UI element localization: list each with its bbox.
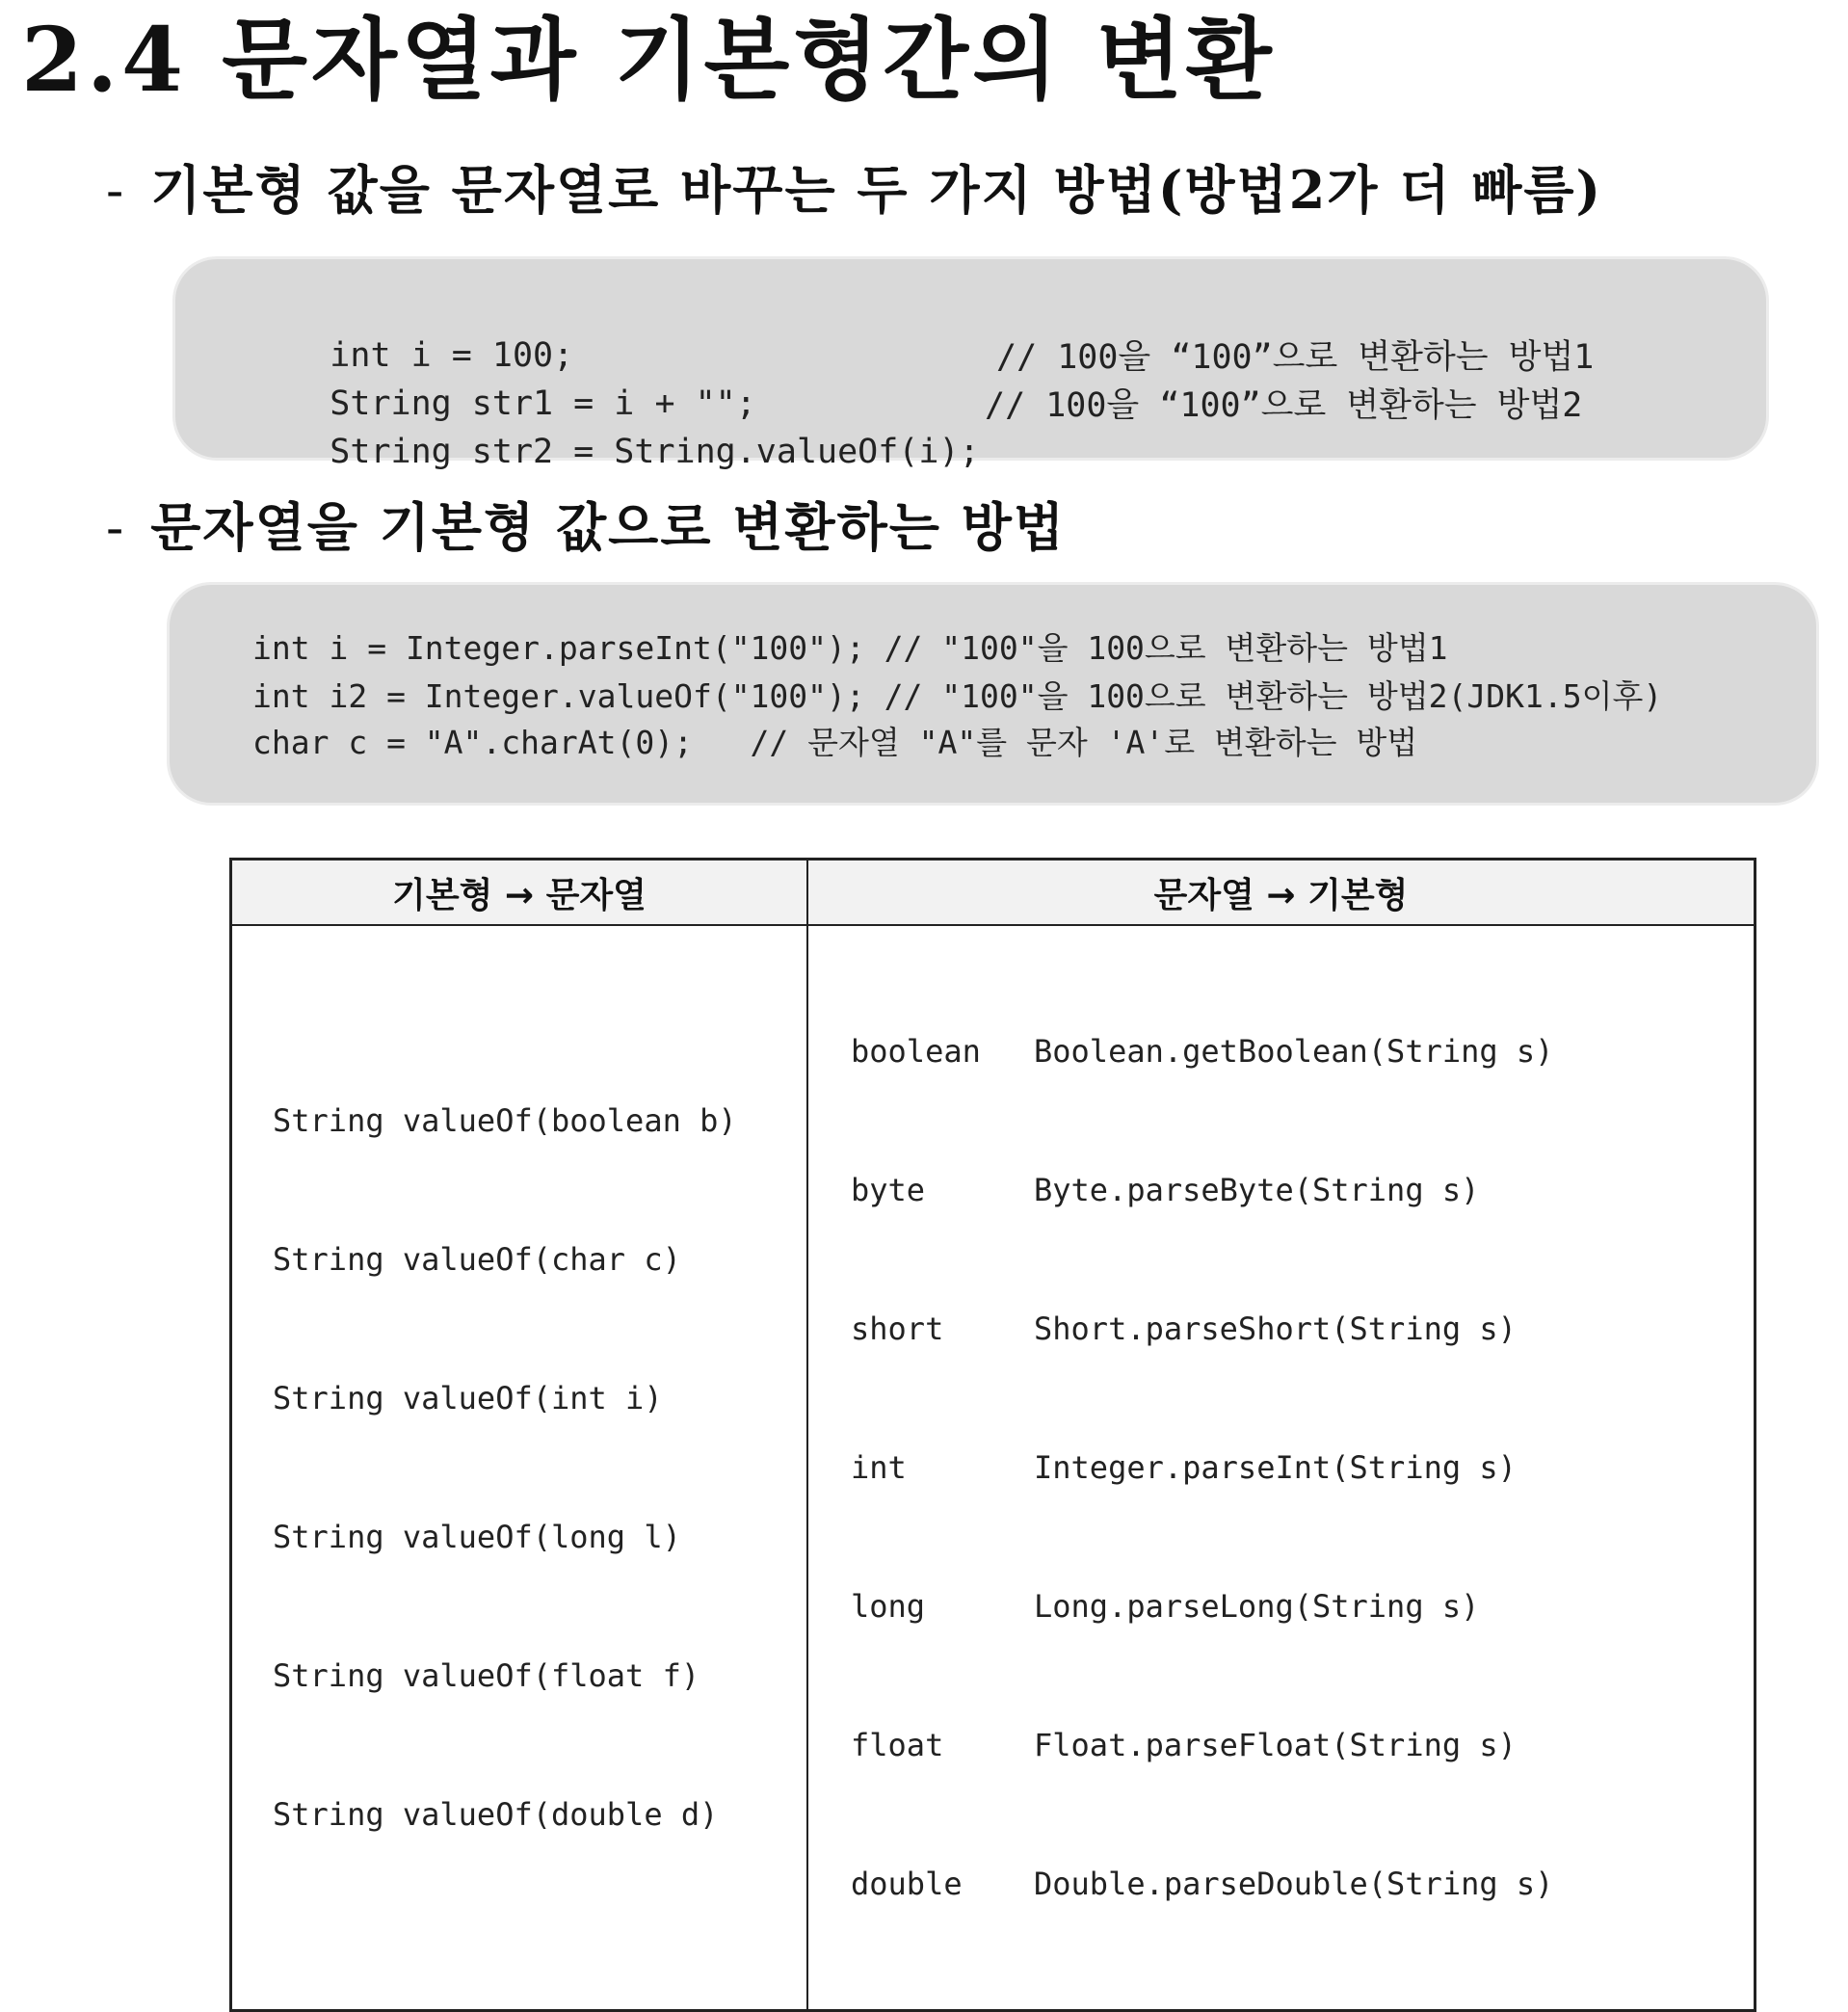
list-item [851, 1167, 1754, 1213]
section-heading-primitive-to-string [106, 156, 1602, 225]
method-name: Integer.parseInt(String s) [1034, 1449, 1517, 1486]
method-name: Boolean.getBoolean(String s) [1034, 1033, 1554, 1070]
list-item: String valueOf(float f) [273, 1657, 700, 1694]
code-comment: // 100을 “100”으로 변환하는 방법1 [996, 338, 1595, 377]
type-name: byte [851, 1172, 926, 1208]
method-list [808, 926, 1754, 2009]
table-cell-to-primitive-methods [807, 925, 1756, 2011]
type-name: long [851, 1588, 926, 1625]
type-name: double [851, 1866, 963, 1902]
list-item [851, 1306, 1754, 1352]
code-block-primitive-to-string [172, 256, 1769, 471]
list-item [851, 1722, 1754, 1768]
code-line: int i = Integer.parseInt("100"); // "100"을 100으로 변환하는 방법1 [252, 629, 1448, 667]
section-heading-text: 문자열을 기본형 값으로 변환하는 방법 [150, 496, 1067, 558]
code-text: String str2 = String.valueOf(i); [330, 433, 980, 471]
code-text: String str1 = i + ""; [330, 384, 756, 423]
list-item: String valueOf(int i) [273, 1380, 663, 1416]
page-title: 2.4 문자열과 기본형간의 변환 [21, 8, 1276, 112]
type-name: short [851, 1310, 944, 1347]
method-name: Byte.parseByte(String s) [1034, 1172, 1480, 1208]
table-header-primitive-to-string: 기본형 → 문자열 [231, 860, 808, 926]
conversion-table [229, 858, 1756, 2012]
method-name: Long.parseLong(String s) [1034, 1588, 1480, 1625]
list-item: String valueOf(boolean b) [273, 1102, 737, 1139]
list-item [851, 1028, 1754, 1074]
method-name: Double.parseDouble(String s) [1034, 1866, 1554, 1902]
code-text: int i = 100; [330, 336, 574, 375]
section-heading-text: 기본형 값을 문자열로 바꾸는 두 가지 방법(방법2가 더 빠름) [150, 159, 1603, 221]
table-header-row [231, 860, 1756, 926]
type-name: float [851, 1727, 944, 1763]
list-item: String valueOf(long l) [273, 1519, 681, 1555]
table-header-string-to-primitive: 문자열 → 기본형 [807, 860, 1756, 926]
code-line: char c = "A".charAt(0); // 문자열 "A"를 문자 'A'로 변환하는 방법 [252, 724, 1418, 761]
bullet-dash: - [106, 497, 126, 558]
list-item: String valueOf(char c) [273, 1241, 681, 1278]
code-comment: // 100을 “100”으로 변환하는 방법2 [985, 386, 1583, 425]
code-block-string-to-primitive [167, 582, 1819, 806]
bullet-dash: - [106, 160, 126, 221]
type-name: boolean [851, 1033, 981, 1070]
type-name: int [851, 1449, 907, 1486]
table-cell-to-string-methods [231, 925, 808, 2011]
list-item: String valueOf(double d) [273, 1796, 719, 1833]
method-list [232, 972, 806, 1963]
section-heading-string-to-primitive [106, 493, 1066, 562]
method-name: Float.parseFloat(String s) [1034, 1727, 1517, 1763]
table-row [231, 925, 1756, 2011]
list-item [851, 1444, 1754, 1491]
code-line: int i2 = Integer.valueOf("100"); // "100"을 100으로 변환하는 방법2(JDK1.5이후) [252, 677, 1663, 715]
list-item [851, 1861, 1754, 1907]
method-name: Short.parseShort(String s) [1034, 1310, 1517, 1347]
list-item [851, 1583, 1754, 1629]
